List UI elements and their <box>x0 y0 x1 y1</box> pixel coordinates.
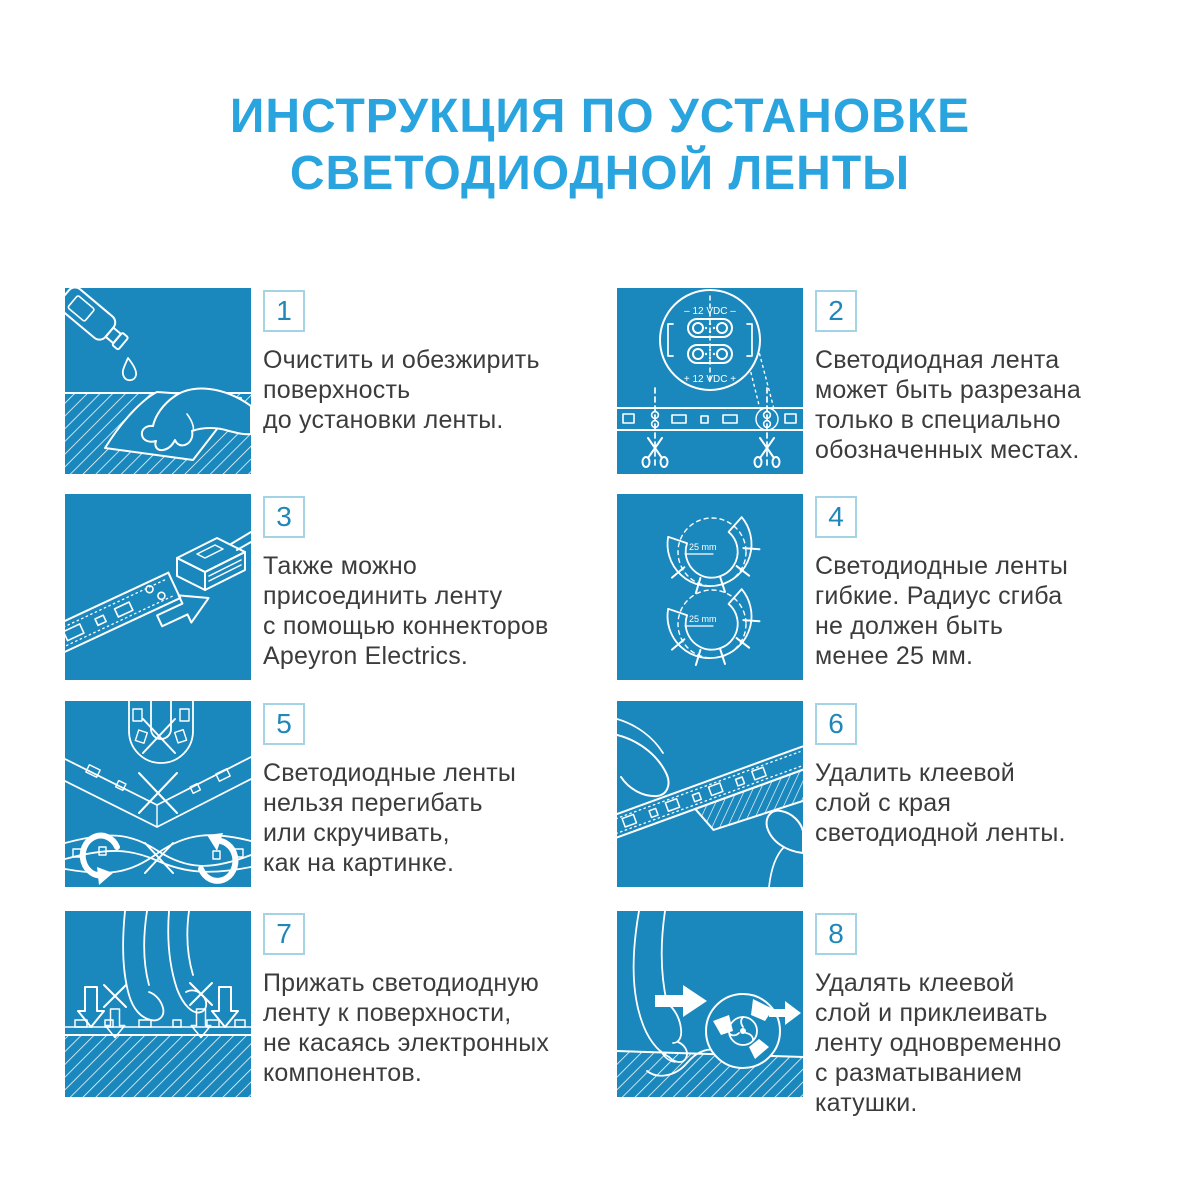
illustration-cut-marks <box>617 288 803 474</box>
text-line: не должен быть <box>815 612 1004 640</box>
step-number-badge <box>815 913 857 955</box>
step-number: 8 <box>828 918 844 949</box>
step-text <box>815 551 1068 671</box>
text-line: с разматыванием <box>815 1059 1023 1087</box>
step-number: 2 <box>828 295 844 326</box>
left-finger <box>617 735 669 796</box>
unroll-icon <box>617 911 803 1097</box>
text-line: компонентов. <box>263 1059 422 1087</box>
text-line: светодиодной ленты. <box>815 819 1066 847</box>
text-line: слой и приклеивать <box>815 999 1048 1027</box>
step-number-badge <box>815 703 857 745</box>
cut-marks-icon <box>617 288 803 474</box>
text-line: до установки ленты. <box>263 406 504 434</box>
right-thumb <box>767 811 803 853</box>
vdc-label-bottom: + 12 VDC + <box>683 374 737 385</box>
step-text <box>815 968 1061 1118</box>
text-line: Также можно <box>263 552 418 580</box>
text-line: присоединить ленту <box>263 582 503 610</box>
bend-radius-icon <box>617 494 803 680</box>
step-4 <box>0 494 1200 704</box>
text-line: катушки. <box>815 1089 918 1117</box>
text-line: поверхность <box>263 376 411 404</box>
text-line: ленту одновременно <box>815 1029 1062 1057</box>
bent-strip-bottom <box>660 583 769 678</box>
peel-adhesive-icon <box>617 701 803 887</box>
text-line: как на картинке. <box>263 849 455 877</box>
text-line: Удалить клеевой <box>815 759 1015 787</box>
step-number: 6 <box>828 708 844 739</box>
step-number: 5 <box>276 708 292 739</box>
text-line: Прижать светодиодную <box>263 969 539 997</box>
radius-label: 25 mm <box>689 614 717 624</box>
text-line: менее 25 мм. <box>815 642 974 670</box>
text-line: Светодиодные ленты <box>815 552 1069 580</box>
text-line: с помощью коннекторов <box>263 612 549 640</box>
text-line: слой с края <box>815 789 952 817</box>
step-6 <box>0 701 1200 911</box>
step-number: 1 <box>276 295 292 326</box>
text-line: гибкие. Радиус сгиба <box>815 582 1063 610</box>
page-title <box>0 88 1200 202</box>
page-title-line2: СВЕТОДИОДНОЙ ЛЕНТЫ <box>289 147 911 200</box>
magnified-cut-point <box>660 290 760 390</box>
step-number: 3 <box>276 501 292 532</box>
illustration-peel-adhesive-edge <box>617 701 803 887</box>
text-line: ленту к поверхности, <box>263 999 512 1027</box>
step-2 <box>0 288 1200 498</box>
text-line: не касаясь электронных <box>263 1029 550 1057</box>
text-line: может быть разрезана <box>815 376 1082 404</box>
text-line: Светодиодные ленты <box>263 759 517 787</box>
move-arrow-icon <box>655 985 707 1017</box>
step-number: 4 <box>828 501 844 532</box>
step-text <box>815 758 1066 848</box>
bent-strip-top <box>660 511 769 606</box>
step-number: 7 <box>276 918 292 949</box>
text-line: нельзя перегибать <box>263 789 483 817</box>
text-line: только в специально <box>815 406 1061 434</box>
radius-label: 25 mm <box>689 542 717 552</box>
text-line: Удалять клеевой <box>815 969 1015 997</box>
illustration-bend-radius <box>617 494 803 680</box>
illustration-unroll-and-stick <box>617 911 803 1097</box>
vdc-label-top: – 12 VDC – <box>684 306 736 317</box>
page-title-line1: ИНСТРУКЦИЯ ПО УСТАНОВКЕ <box>229 90 971 143</box>
step-text <box>815 345 1081 465</box>
text-line: или скручивать, <box>263 819 450 847</box>
text-line: Apeyron Electrics. <box>263 642 469 670</box>
step-number-badge <box>815 496 857 538</box>
reel-icon <box>706 994 780 1068</box>
text-line: Очистить и обезжирить <box>263 346 540 374</box>
step-number-badge <box>815 290 857 332</box>
text-line: Светодиодная лента <box>815 346 1060 374</box>
text-line: обозначенных местах. <box>815 436 1080 464</box>
step-8 <box>0 911 1200 1121</box>
